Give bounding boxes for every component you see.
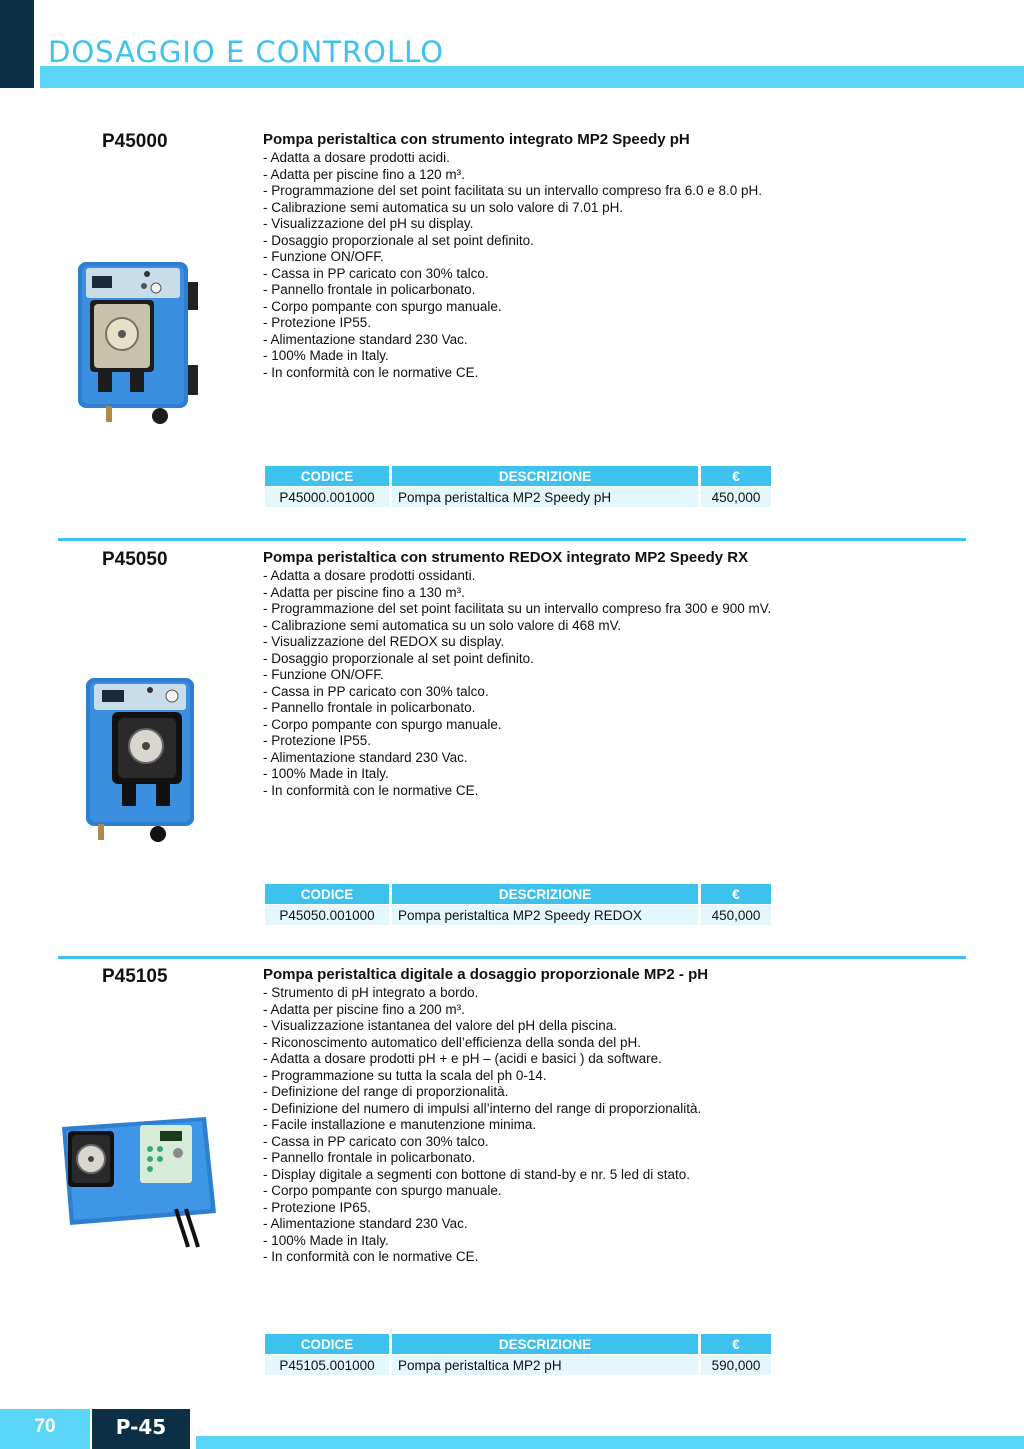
feature-item: - Protezione IP65.: [263, 1199, 372, 1215]
product-image-pump-p45000: [72, 260, 202, 428]
feature-item: - Alimentazione standard 230 Vac.: [263, 749, 468, 765]
col-header-description: DESCRIZIONE: [392, 466, 698, 486]
feature-item: - Programmazione del set point facilitata su un intervallo compreso fra 300 e 900 mV.: [263, 601, 772, 616]
feature-item: - Adatta a dosare prodotti acidi.: [263, 150, 450, 165]
product-image-pump-p45050: [80, 676, 198, 846]
col-header-code: CODICE: [265, 884, 389, 904]
feature-item: - Visualizzazione del pH su display.: [263, 216, 474, 231]
section-divider: [58, 956, 966, 959]
product-code: P45000: [102, 131, 168, 152]
feature-item: - Definizione del range di proporzionalità.: [263, 1084, 509, 1099]
feature-item: - Pannello frontale in policarbonato.: [263, 282, 476, 297]
feature-item: - Dosaggio proporzionale al set point definito.: [263, 650, 534, 666]
feature-item: - 100% Made in Italy.: [263, 348, 389, 363]
col-header-description: DESCRIZIONE: [392, 884, 698, 904]
feature-item: - Adatta a dosare prodotti pH + e pH – (acidi e basici ) da software.: [263, 1051, 662, 1066]
product-image-pump-p45105: [56, 1113, 220, 1249]
page-number: 70: [0, 1409, 90, 1449]
feature-item: - Visualizzazione istantanea del valore del pH della piscina.: [263, 1018, 617, 1033]
feature-item: - Programmazione del set point facilitata su un intervallo compreso fra 6.0 e 8.0 pH.: [263, 183, 762, 198]
price-table-header-row: [265, 1334, 771, 1354]
col-header-price: €: [701, 884, 771, 904]
cell-price: 590,000: [701, 1354, 771, 1375]
feature-item: - Strumento di pH integrato a bordo.: [263, 985, 479, 1000]
cell-price: 450,000: [701, 904, 771, 925]
price-table: [265, 884, 771, 925]
section-divider: [58, 538, 966, 541]
section-code: P-45: [92, 1409, 190, 1449]
cell-description: Pompa peristaltica MP2 pH: [392, 1354, 698, 1375]
col-header-price: €: [701, 1334, 771, 1354]
product-title: Pompa peristaltica con strumento integrato MP2 Speedy pH: [263, 131, 690, 148]
page-title: DOSAGGIO E CONTROLLO: [48, 35, 445, 69]
feature-item: - Calibrazione semi automatica su un solo valore di 7.01 pH.: [263, 199, 624, 215]
feature-item: - Protezione IP55.: [263, 315, 372, 330]
feature-item: - Adatta per piscine fino a 200 m³.: [263, 1001, 465, 1017]
footer-bar: [196, 1436, 1024, 1449]
feature-item: - Cassa in PP caricato con 30% talco.: [263, 683, 489, 699]
price-table-header-row: [265, 884, 771, 904]
feature-item: - Programmazione su tutta la scala del ph 0-14.: [263, 1067, 547, 1083]
feature-item: - Visualizzazione del REDOX su display.: [263, 634, 505, 649]
table-row: [265, 486, 771, 507]
price-table: [265, 1334, 771, 1375]
feature-list: [263, 985, 701, 1266]
feature-item: - Corpo pompante con spurgo manuale.: [263, 716, 502, 732]
feature-item: - Adatta per piscine fino a 120 m³.: [263, 166, 465, 182]
cell-description: Pompa peristaltica MP2 Speedy REDOX: [392, 904, 698, 925]
product-code: P45050: [102, 549, 168, 570]
cell-description: Pompa peristaltica MP2 Speedy pH: [392, 486, 698, 507]
feature-item: - Definizione del numero di impulsi all’interno del range di proporzionalità.: [263, 1100, 702, 1116]
feature-item: - Pannello frontale in policarbonato.: [263, 1150, 476, 1165]
feature-item: - Alimentazione standard 230 Vac.: [263, 331, 468, 347]
feature-item: - Cassa in PP caricato con 30% talco.: [263, 1133, 489, 1149]
feature-item: - Adatta per piscine fino a 130 m³.: [263, 584, 465, 600]
feature-item: - In conformità con le normative CE.: [263, 782, 479, 798]
col-header-code: CODICE: [265, 466, 389, 486]
feature-item: - Facile installazione e manutenzione minima.: [263, 1117, 537, 1132]
feature-item: - Riconoscimento automatico dell’efficienza della sonda del pH.: [263, 1034, 641, 1050]
price-table-header-row: [265, 466, 771, 486]
table-row: [265, 1354, 771, 1375]
col-header-description: DESCRIZIONE: [392, 1334, 698, 1354]
feature-item: - Funzione ON/OFF.: [263, 667, 384, 682]
feature-list: [263, 568, 771, 799]
col-header-price: €: [701, 466, 771, 486]
product-code: P45105: [102, 966, 168, 987]
price-table: [265, 466, 771, 507]
feature-item: - Pannello frontale in policarbonato.: [263, 700, 476, 715]
feature-item: - Dosaggio proporzionale al set point definito.: [263, 232, 534, 248]
cell-code: P45000.001000: [265, 486, 389, 507]
product-title: Pompa peristaltica digitale a dosaggio proporzionale MP2 - pH: [263, 966, 709, 983]
feature-item: - In conformità con le normative CE.: [263, 1249, 479, 1264]
product-title: Pompa peristaltica con strumento REDOX integrato MP2 Speedy RX: [263, 549, 749, 566]
header-dark-block: [0, 0, 34, 88]
feature-item: - Protezione IP55.: [263, 733, 372, 748]
cell-code: P45050.001000: [265, 904, 389, 925]
feature-item: - Alimentazione standard 230 Vac.: [263, 1216, 468, 1231]
cell-code: P45105.001000: [265, 1354, 389, 1375]
feature-item: - Adatta a dosare prodotti ossidanti.: [263, 568, 476, 583]
feature-item: - In conformità con le normative CE.: [263, 364, 479, 380]
feature-item: - Funzione ON/OFF.: [263, 249, 384, 264]
feature-item: - 100% Made in Italy.: [263, 766, 389, 781]
feature-item: - Cassa in PP caricato con 30% talco.: [263, 265, 489, 281]
table-row: [265, 904, 771, 925]
feature-item: - Corpo pompante con spurgo manuale.: [263, 1183, 502, 1198]
cell-price: 450,000: [701, 486, 771, 507]
col-header-code: CODICE: [265, 1334, 389, 1354]
feature-item: - Corpo pompante con spurgo manuale.: [263, 298, 502, 314]
feature-item: - 100% Made in Italy.: [263, 1232, 389, 1248]
feature-item: - Calibrazione semi automatica su un solo valore di 468 mV.: [263, 617, 622, 633]
feature-list: [263, 150, 762, 381]
feature-item: - Display digitale a segmenti con bottone di stand-by e nr. 5 led di stato.: [263, 1166, 690, 1182]
